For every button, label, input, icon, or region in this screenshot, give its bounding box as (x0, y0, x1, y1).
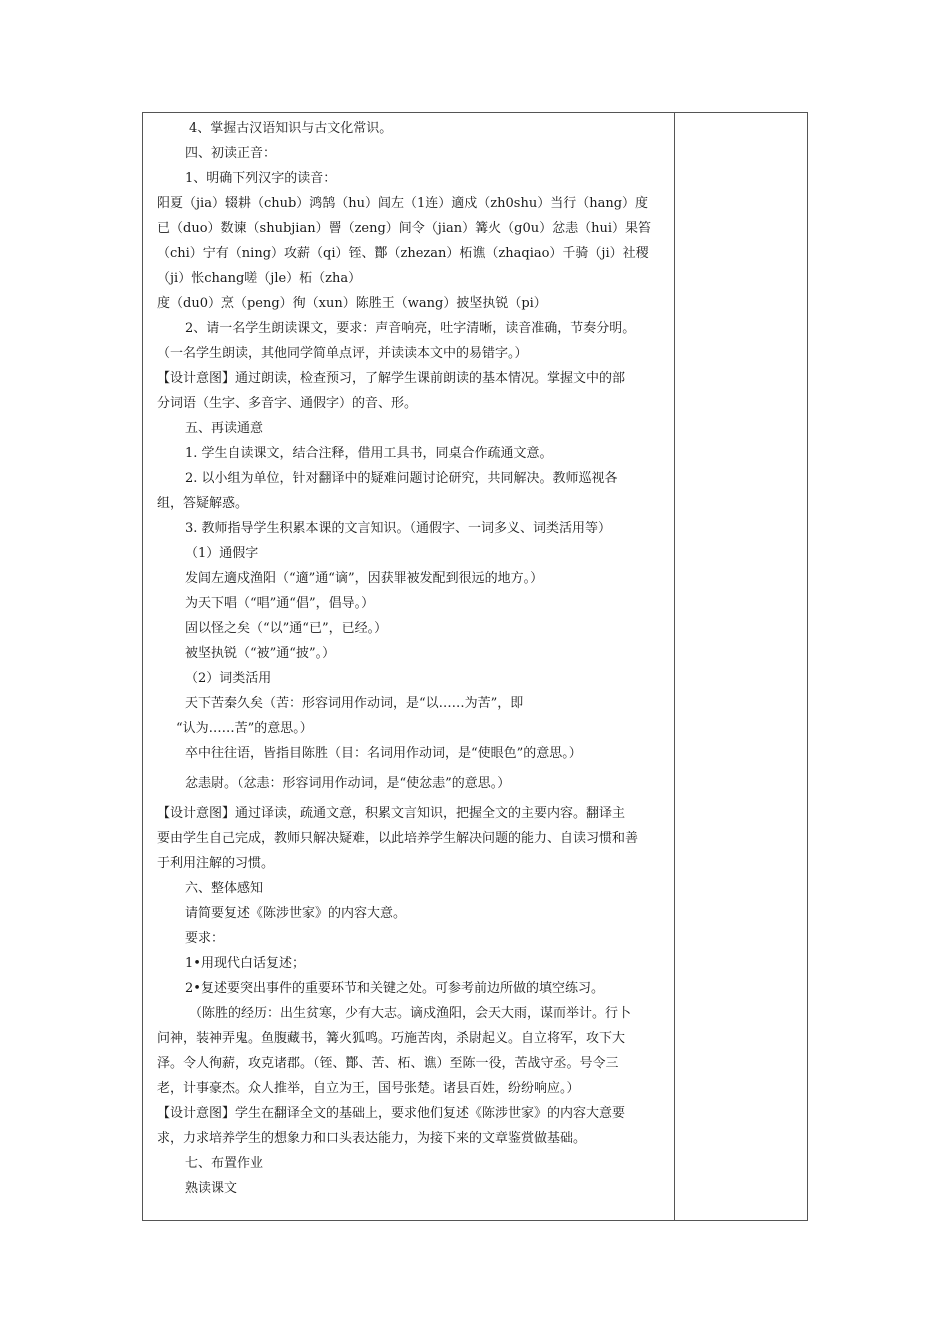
step-1: 1. 学生自读课文，结合注释，借用工具书，同桌合作疏通文意。 (185, 446, 553, 461)
design-intent-1-cont: 分词语（生字、多音字、通假字）的音、形。 (157, 396, 418, 411)
section-6-heading: 六、整体感知 (185, 881, 264, 896)
section-7-heading: 七、布置作业 (185, 1156, 264, 1171)
notes-column (675, 113, 807, 1220)
requirement-2: 2•复述要突出事件的重要环节和关键之处。可参考前边所做的填空练习。 (185, 981, 604, 996)
subheading-tongjia: （1）通假字 (185, 546, 259, 561)
example-line-cont: “认为……苦”的意思。） (176, 721, 313, 736)
step-2: 2. 以小组为单位，针对翻译中的疑难问题讨论研究，共同解决。教师巡视各 (185, 471, 618, 486)
reading-note: （一名学生朗读，其他同学简单点评，并读读本文中的易错字。） (157, 346, 528, 361)
summary-paragraph-cont: 老，计事豪杰。众人推举，自立为王，国号张楚。诸县百姓，纷纷响应。） (157, 1081, 580, 1096)
pronunciation-list-line: （ji）怅chang嗟（jle）柘（zha） (157, 271, 362, 286)
example-line: 发闾左適戍渔阳（“適”通“谪”，因获罪被发配到很远的地方。） (185, 571, 544, 586)
step-3: 3. 教师指导学生积累本课的文言知识。（通假字、一词多义、词类活用等） (185, 521, 612, 536)
example-line: 被坚执锐（“被”通“披”。） (185, 646, 336, 661)
design-intent-1: 【设计意图】通过朗读，检查预习，了解学生课前朗读的基本情况。掌握文中的部 (157, 371, 626, 386)
summary-paragraph-cont: 问神，装神弄鬼。鱼腹藏书，篝火狐鸣。巧施苦肉，杀尉起义。自立将军，攻下大 (157, 1031, 626, 1046)
design-intent-3: 【设计意图】学生在翻译全文的基础上，要求他们复述《陈涉世家》的内容大意要 (157, 1106, 626, 1121)
example-line: 忿恚尉。（忿恚：形容词用作动词，是“使忿恚”的意思。） (185, 776, 511, 791)
summary-paragraph-cont: 泽。令人徇薪，攻克诸郡。（铚、酇、苦、柘、谯）至陈一役，苦战守丞。号令三 (157, 1056, 619, 1071)
lesson-content (157, 116, 671, 1201)
subheading-cilei: （2）词类活用 (185, 671, 272, 686)
objective-4: 4、掌握古汉语知识与古文化常识。 (189, 121, 393, 136)
pronunciation-list-line: 阳夏（jia）辍耕（chub）鸿鹄（hu）闾左（1连）適戍（zh0shu）当行（hang）度 (157, 196, 649, 211)
pronunciation-list-line: 已（duo）数谏（shubjian）罾（zeng）间令（jian）篝火（g0u）忿恚（hui）果笞 (157, 221, 651, 236)
requirement-1: 1•用现代白话复述； (185, 956, 305, 971)
summary-paragraph: （陈胜的经历：出生贫寒，少有大志。谪戍渔阳，会天大雨，谋而举计。行卜 (189, 1006, 632, 1021)
pronunciation-list-line: 度（du0）烹（peng）徇（xun）陈胜王（wang）披坚执锐（pi） (157, 296, 547, 311)
example-line: 天下苦秦久矣（苦：形容词用作动词，是“以……为苦”，即 (185, 696, 524, 711)
section-4-heading: 四、初读正音： (185, 146, 277, 161)
example-line: 固以怪之矣（“以”通“已”，已经。） (185, 621, 388, 636)
requirements-label: 要求： (185, 931, 225, 946)
pronunciation-list-line: （chi）宁有（ning）攻薪（qi）铚、酇（zhezan）柘谯（zhaqiao）千骑（ji）社稷 (157, 246, 649, 261)
example-line: 为天下唱（“唱”通“倡”，倡导。） (185, 596, 375, 611)
summary-task: 请简要复述《陈涉世家》的内容大意。 (185, 906, 407, 921)
example-line: 卒中往往语，皆指目陈胜（目：名词用作动词，是“使眼色”的意思。） (185, 746, 582, 761)
design-intent-2-cont: 要由学生自己完成，教师只解决疑难，以此培养学生解决问题的能力、自读习惯和善 (157, 831, 639, 846)
section-5-heading: 五、再读通意 (185, 421, 264, 436)
reading-task: 2、请一名学生朗读课文，要求：声音响亮，吐字清晰，读音准确，节奏分明。 (185, 321, 636, 336)
pronunciation-task: 1、明确下列汉字的读音： (185, 171, 337, 186)
step-2-cont: 组，答疑解惑。 (157, 496, 249, 511)
design-intent-2: 【设计意图】通过译读，疏通文意，积累文言知识，把握全文的主要内容。翻译主 (157, 806, 626, 821)
homework: 熟读课文 (185, 1181, 238, 1196)
design-intent-3-cont: 求，力求培养学生的想象力和口头表达能力，为接下来的文章鉴赏做基础。 (157, 1131, 587, 1146)
design-intent-2-cont: 于利用注解的习惯。 (157, 856, 275, 871)
